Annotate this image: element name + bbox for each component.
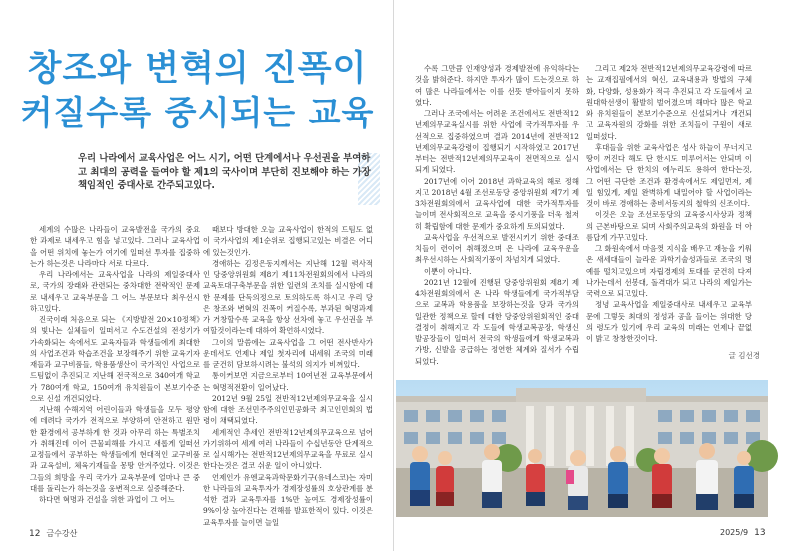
paragraph: 그러나 조국에서는 어려운 조건에서도 전반적12년제의무교육실시를 위한 사업에 국가적투자를 우선적으로 집중하였으며 결과 2014년에 전반적12년제의무교육강령이 집행되기 시작하였고 2017년부터는 전반적12년제의무교육이 전면적으로 실시되게 되였다. [415,109,579,175]
paragraph: 세계의 수많은 나라들이 교육발전을 국가의 중요한 과제로 내세우고 힘을 넣고있다. 그러나 교육사업을 어떤 위치에 놓는가 여기에 일떠선 투자를 집중하는가 하는것은 나라마다 서로 다르다. [30,225,200,268]
page-number-right: 13 [754,528,766,538]
text-column-right-2 [586,63,752,358]
paragraph: 이것은 오늘 조선로동당의 교육중시사상과 정책의 근본바탕으로 되며 사회주의교육의 화원을 더 아름답게 가꾸고있다. [586,210,752,242]
paragraph: 정녕 교육사업을 제일중대사로 내세우고 교육부문에 그렇듯 최대의 정성과 공을 들이는 위대한 당의 령도가 있기에 우리 교육의 미래는 언제나 끝없이 밝고 창창한것이다. [586,300,752,343]
paragraph: 우리 나라에서는 교육사업을 나라의 제일중대사로, 국가의 장래와 관련되는 중차대한 전략적인 문제로 내세우고 교육부문을 그 어느 부문보다 최우선시하고있다. [30,270,200,313]
folio-right [720,528,766,538]
text-column-left-2 [203,224,373,527]
paragraph: 진국이래 처음으로 되는 《지방발전 20×10정책》의 빛나는 실체들이 일떠서고 수도건설의 전성기가 가속화되는 속에서도 교육자들과 학생들에게 최대한의 사업조건과 학습조건을 보장해주기 위한 교육기자재들과 교구비품들, 학용품생산이 국가적인 사업으로 드팀없이 추진되고 지난해 전국적으로 340여개 학교가 780여개 학교, 150여개 유치원들이 본보기수준으로 신설 개건되었다. [30,315,200,403]
paragraph: 2021년 12월에 진행된 당중앙위원회 제8기 제4차전원회의에서 온 나라 학생들에게 국가적부담으로 교복과 학용품을 보장하는것을 당과 국가의 일관한 정책으로 할데 대한 당중앙위원회적인 중대결정이 취해지고 각 도들에 학생교복공장, 학생신발공장들이 일떠서 전국의 학생들에게 학생교복과 가방, 신발을 공급하는 정연한 체계와 질서가 수립되었다. [415,277,579,366]
paragraph: 경애하는 김정은동지께서는 지난해 12월 력사적인 당중앙위원회 제8기 제11차전원회의에서 나라의 교육토대구축부문을 위한 일련의 조치를 실시함에 대한 문제를 단독의정으로 토의하도록 하시고 우리 당은 창조와 변혁의 진폭이 커질수록, 부과된 혁명과제가 거창할수록 교육을 항상 선차에 놓고 우선권을 부여할것이라는데 대하여 확언하시였다. [203,258,373,336]
magazine-name: 금수강산 [46,529,78,538]
text-column-right-1 [415,63,579,366]
paragraph: 그 화원속에서 마음껏 지식을 배우고 재능을 키워온 새세대들이 늘라운 과학기술성과들로 조국의 명예를 떨치고있으며 자립경제의 토대를 굳건히 다져나가는데서 선봉대, 돌격대가 되고 나라의 제일가는 국력으로 되고있다. [586,244,752,298]
paragraph: 때보다 방대한 오늘 교육사업이 한적의 드팀도 없이 국가사업의 제1순위로 집행되고있는 비결은 어디에 있는것인가. [203,225,373,257]
issue-date: 2025/9 [720,528,749,537]
photo-students [396,380,768,517]
byline: 글 김선경 [728,351,760,360]
page-number-left: 12 [29,529,41,539]
photo-illustration [396,380,768,517]
left-page [0,0,393,551]
folio-left [29,528,77,539]
paragraph: 언제인가 유엔교육과학문화기구(유네스코)는 자미한 나라들의 교육투자가 경제장성률의 호상관계를 분석한 결과 교육투자를 1%만 높여도 경제장성률이 9%이상 높아진다는 견해를 발표한적이 있다. 이것은 교육투자를 늘이면 늘일 [203,472,373,527]
paragraph: 후대들을 위한 교육사업은 성사 하늘이 무너지고 땅이 꺼진다 해도 단 한시도 미루어서는 안되며 이 사업에서는 단 한치의 에누리도 용하여 한다는것, 그 어떤 극단한 조건과 환경속에서도 제일먼저, 제일 힘있게, 제일 완벽하게 내밀어야 할 사업이라는것이 바로 경애하는 총비서동지의 철학의 신조이다. [586,142,752,208]
headline-line-2: 커질수록 중시되는 교육 [20,93,375,132]
paragraph: 수록 그만큼 인재양성과 경제발전에 유익하다는것을 밝혀준다. 하지만 투자가 많이 드는것으로 하여 많은 나라들에서는 이를 선뜻 받아들이지 못하였다. [415,64,579,107]
article-lead: 우리 나라에서 교육사업은 어느 시기, 어떤 단계에서나 우선권을 부여하고 최대의 공력을 들여야 할 제1의 국사이며 부단히 진보해야 하는 가장 책임적인 중대사로 간주되고있다. [78,153,371,192]
text-column-left-1 [30,224,200,512]
paragraph: 교육사업을 우선적으로 발전시키기 위한 중대조치들이 련이어 취해졌으며 온 나라에 교육우운을 최우선시하는 사회적기풍이 차넘치게 되였다. [415,232,579,265]
paragraph: 2017년에 이어 2018년 과학교육의 해로 정해지고 2018년 4월 조선로동당 중앙위원회 제7기 제3차전원회의에서 교육사업에 대한 국가적투자를 늘이며 전사회적으로 교육을 중시기풍을 더욱 철저히 확립함에 대한 문제가 중요하게 토의되였다. [415,176,579,231]
paragraph: 하다면 혁명과 건설을 위한 과업이 그 어느 [39,495,175,504]
paragraph: 그리고 제2차 전반적12년제의무교육강령에 따르는 교재집필에서의 혁신, 교육내용과 방법의 구체화, 다양화, 성용화가 적극 추진되고 각 도들에서 교원대학선생이 활발히 벌어졌으며 해마다 많은 학교와 유치원들이 본보기수준으로 신설되거나 개건되고 교육자원의 강화를 위한 조치들이 구원이 새로 일떠섰다. [586,64,752,141]
paragraph: 세계적인 추세인 전반적12년제의무교육으로 넘어가기위하여 세계 여러 나라들이 수십년동안 단계적으로 실시해가는 전반적12년제의무교육을 무료로 실시한다는것은 결코 쉬운 일이 아니었다. [203,427,373,471]
headline-line-1: 창조와 변혁의 진폭이 [27,49,368,89]
paragraph: 그이의 말씀에는 교육사업을 그 어떤 전사반사가운데서도 언제나 제일 첫자리에 내세워 조국의 미래를 굳건히 담보하시려는 불석의 의지가 비껴있다. [203,337,373,369]
paragraph: 통이커보면 지금으로부터 10여년전 교육부문에서는 혁명적전환이 일어났다. [203,371,373,392]
paragraph: 2012년 9월 25일 전반적12년제의무교육을 실시함에 대한 조선민주주의인민공화국 최고인민회의 법령이 채택되였다. [203,393,373,426]
paragraph: 이뿐이 아니다. [424,266,472,276]
article-headline [10,48,385,134]
paragraph: 지난해 수해지역 어린이들과 학생들을 모두 평양에 데려다 국가가 전적으로 부양하여 안전하고 원만한 환경에서 공부하게 한 것과 아무리 하는 특별조치가 취해진데 이어 큰물피해를 가시고 새롭게 일떠선 교정들에서 공부하는 학생들에게 현대적인 교구비품과 교육설비, 체육기재들을 몽땅 안겨주었다. 이것은 그들의 희망을 우리 국가가 교육부문에 얼마나 큰 중대를 돌리는가 하는것을 웅변적으로 실증해준다. [30,405,200,493]
